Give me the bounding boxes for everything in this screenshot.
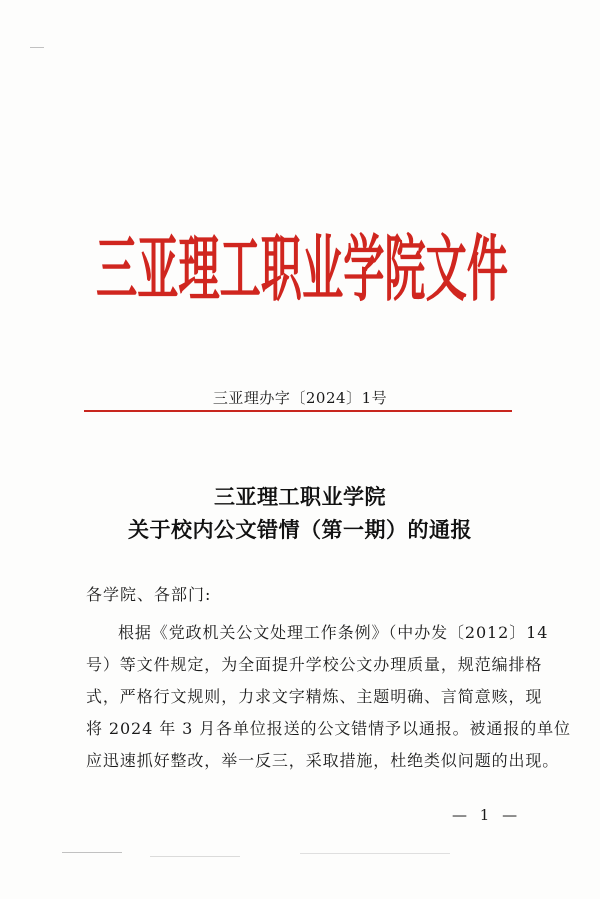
body-line-1: 根据《党政机关公文处理工作条例》（中办发〔2012〕14 [118,623,549,642]
issuer-red-header [92,208,512,312]
scan-mark-bottom-left [62,852,122,853]
scan-mark-bottom-mid [150,856,240,857]
body-line-3: 式，严格行文规则，力求文字精炼、主题明确、言简意赅，现 [86,687,543,706]
page-number: — 1 — [452,806,522,824]
red-separator-line [84,410,512,412]
scan-mark-bottom-right [300,853,450,854]
salutation: 各学院、各部门: [86,585,212,604]
scan-mark-top [30,47,44,48]
body-line-5: 应迅速抓好整改，举一反三，采取措施，杜绝类似问题的出现。 [86,751,560,770]
body-line-2: 号）等文件规定，为全面提升学校公文办理质量，规范编排格 [86,655,543,674]
issuer-header-text: 三亚理工职业学院文件 [96,230,508,310]
title-line-1: 三亚理工职业学院 [214,484,386,509]
title-line-2: 关于校内公文错情（第一期）的通报 [128,517,472,542]
body-line-4: 将 2024 年 3 月各单位报送的公文错情予以通报。被通报的单位 [86,719,571,738]
document-number: 三亚理办字〔2024〕1号 [212,389,388,407]
issuer-red-header-graphic [92,208,512,312]
